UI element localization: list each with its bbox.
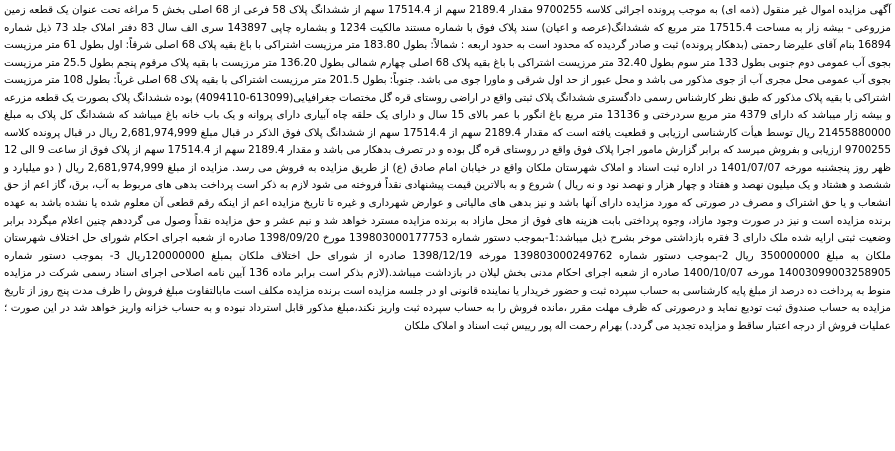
notice-body-text: آگهی مزایده اموال غیر منقول (ذمه ای) به موجب پرونده اجرائی کلاسه 9700255 مقدار 2189.4 سهم از 17514.4 سهم از ششدانگ پلاک 58 فرعی از 68 اصلی بخش 5 مراغه تحت عنوان یک قطعه زمین مزروعی - بیشه زار به مساحت 17515.4 متر مربع که ششدانگ(عرصه و اعیان) سند پلاک فوق با شماره مستند مالکیت 1234 و بشماره چاپی 143897 سری الف سال 83 دفتر املاک جلد 73 ذیل شماره 16894 بنام آقای علیرضا رحمتی (بدهکار پرونده) ثبت و صادر گردیده که محدود است به حدود اربعه : شمالاً: بطول 183.80 متر مرزیست اشتراکی با باغ بقیه پلاک 68 اصلی شرقاً: اول بطول 61 متر مرزیست بجوی آب عمومی دوم جنوبی بطول 133 متر سوم بطول 32.40 متر مرزیست اشتراکی با باغ بقیه پلاک 68 اصلی چهارم شمالی بطول 136.20 متر مرزیست با بقیه پلاک مرقوم پنجم بطول 25.5 متر مرزیست بجوی آب عمومی محل مجری آب از جوی مذکور می باشد و محل عبور از حد اول شرقی و ماورا جوی می باشد. جنوباً: بطول 201.5 متر مرزیست اشتراکی با بقیه پلاک 68 اصلی غرباً: بطول 108 متر مرزیست اشتراکی با بقیه پلاک مذکور که طبق نظر کارشناس رسمی دادگستری ششدانگ پلاک ثبتی واقع در اراضی روستای قره گل مختصات جغرافیایی(613099-4094110) بوده ششدانگ پلاک بصورت یک قطعه مزرعه و بیشه زار میباشد که دارای 4379 متر مربع سردرختی و 13136 متر مربع باغ انگور با عمر بالای 15 سال و دارای یک حلقه چاه آبیاری دارای پروانه و یک باب خانه باغ میباشد که ششدانگ کل پلاک به مبلغ 21455880000 ریال توسط هیأت کارشناسی ارزیابی و قطعیت یافته است که مقدار 2189.4 سهم از 17514.4 سهم از ششدانگ پلاک فوق الذکر در قبال مبلغ 2,681,974,999 ریال در قبال پرونده کلاسه 9700255 ارزیابی و بفروش میرسد که برابر گزارش مامور اجرا پلاک فوق واقع در روستای قره گل بوده و در تصرف بدهکار می باشد و مقدار 2189.4 سهم از 17514.4 سهم از پلاک فوق از ساعت 9 الی 12 ظهر روز پنجشنبه مورخه 1401/07/07 در اداره ثبت اسناد و املاک شهرستان ملکان واقع در خیابان امام صادق (ع) از طریق مزایده به فروش می رسد. مزایده از مبلغ 2,681,974,999 ریال ( دو میلیارد و ششصد و هشتاد و یک میلیون نهصد و هفتاد و چهار هزار و نهصد نود و نه ریال ) شروع و به بالاترین قیمت پیشنهادی نقداً فروخته می شود لازم به ذکر است پرداخت بدهی های مربوط به آب، برق، گاز اعم از حق انشعاب و یا حق اشتراک و مصرف در صورتی که مورد مزایده دارای آنها باشد و نیز بدهی های مالیاتی و عوارض شهرداری و غیره تا تاریخ مزایده اعم از اینکه رقم قطعی آن معلوم شده یا نشده باشد به عهده برنده مزایده است و نیز در صورت وجود مازاد، وجوه پرداختی بابت هزینه های فوق از محل مازاد به برنده مزایده مسترد خواهد شد و نیم عشر و حق مزایده نقداً وصول می گرددهم چنین اعلام میگردد برابر وضعیت ثبتی ارایه شده ملک دارای 3 فقره بازداشتی موخر بشرح ذیل میباشد:1-بموجب دستور شماره 139803000177753 مورخ 1398/09/20 صادره از شعبه اجرای احکام شورای حل اختلاف شهرستان ملکان به مبلغ 350000000 ریال 2-بموجب دستور شماره 139803000249762 مورخه 1398/12/19 صادره از شورای حل اختلاف ملکان بمبلغ 120000000ریال 3- بموجب دستور شماره 14003099003258905 مورخه 1400/10/07 صادره از شعبه اجرای احکام مدنی بخش لیلان در بازداشت میباشد.(لازم بذکر است برابر ماده 136 آیین نامه اصلاحی اجرای اسناد رسمی شرکت در مزایده منوط به پرداخت ده درصد از مبلغ پایه کارشناسی به حساب سپرده ثبت و حضور خریدار یا نماینده قانونی او در جلسه مزایده است برنده مزایده مکلف است مابالتفاوت مبلغ فروش را ظرف مدت پنج روز از تاریخ مزایده به حساب صندوق ثبت تودیع نماید و درصورتی که ظرف مهلت مقرر ،مانده فروش را به حساب سپرده ثبت واریز نکند،مبلغ مذکور قابل استرداد نبوده و به حساب خزانه واریز خواهد شد در این صورت ؛عملیات فروش از درجه اعتبار ساقط و مزایده تجدید می گردد.) بهرام رحمت اله پور رییس ثبت اسناد و املاک ملکان (4, 4, 892, 332)
auction-notice (4, 2, 891, 335)
